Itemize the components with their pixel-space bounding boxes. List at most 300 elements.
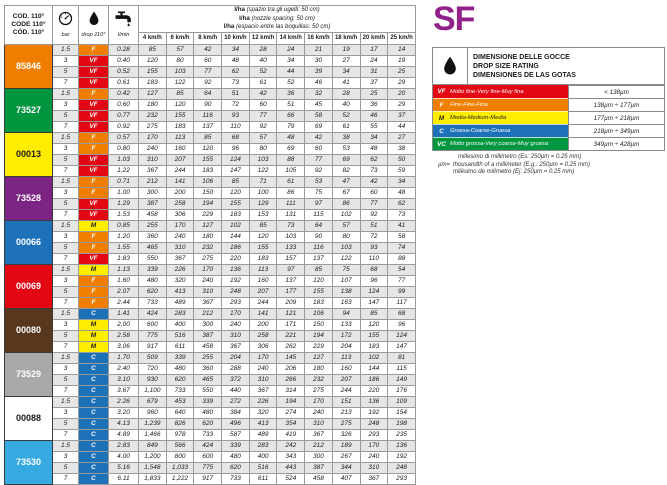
table-row [5, 198, 416, 209]
drop-rating-cell: C [79, 451, 109, 462]
lmin-cell: 1.00 [109, 187, 139, 198]
lha-value-cell: 183 [166, 121, 194, 132]
lha-value-cell: 275 [305, 385, 333, 396]
lha-value-cell: 733 [222, 473, 250, 484]
speed-col-header: 14 km/h [277, 32, 305, 44]
table-row [5, 242, 416, 253]
lha-value-cell: 339 [166, 352, 194, 363]
lha-value-cell: 413 [249, 418, 277, 429]
drop-rating-cell: VF [79, 154, 109, 165]
lha-value-cell: 171 [277, 319, 305, 330]
lmin-cell: 1.22 [109, 165, 139, 176]
pressure-bar-cell: 5 [53, 330, 79, 341]
drop-rating-cell: M [79, 330, 109, 341]
micron-prefix: µm= [438, 162, 450, 168]
lha-value-cell: 147 [360, 297, 388, 308]
lha-value-cell: 620 [222, 462, 250, 473]
drop-rating-cell: M [79, 319, 109, 330]
lha-value-cell: 147 [222, 165, 250, 176]
lha-value-cell: 1,548 [139, 462, 167, 473]
drop-rating-cell: F [79, 176, 109, 187]
speed-col-header: 18 km/h [332, 32, 360, 44]
pressure-bar-cell: 1.5 [53, 88, 79, 99]
lmin-cell: 4.13 [109, 418, 139, 429]
table-row [5, 66, 416, 77]
lha-value-cell: 51 [360, 220, 388, 231]
lha-value-cell: 136 [360, 396, 388, 407]
table-row [5, 297, 416, 308]
lha-value-cell: 733 [166, 385, 194, 396]
drop-rating-cell: F [79, 187, 109, 198]
lha-header-line: l/ha (espacio entre las boquillas: 50 cm) [139, 23, 415, 32]
pressure-bar-cell: 3 [53, 407, 79, 418]
lha-value-cell: 73 [277, 220, 305, 231]
lha-value-cell: 58 [305, 110, 333, 121]
lha-value-cell: 121 [277, 308, 305, 319]
lha-value-cell: 206 [277, 363, 305, 374]
drop-size-legend [432, 47, 665, 151]
pressure-bar-cell: 7 [53, 473, 79, 484]
lha-value-cell: 111 [277, 198, 305, 209]
legend-title-line: DROP SIZE RATING [473, 62, 576, 71]
lmin-cell: 1.13 [109, 264, 139, 275]
lmin-cell: 1.60 [109, 275, 139, 286]
pressure-bar-cell: 3 [53, 231, 79, 242]
lha-value-cell: 38 [332, 132, 360, 143]
lha-value-cell: 62 [222, 66, 250, 77]
lha-value-cell: 367 [305, 429, 333, 440]
lha-value-cell: 25 [360, 88, 388, 99]
pressure-bar-cell: 7 [53, 297, 79, 308]
lha-value-cell: 275 [332, 418, 360, 429]
lha-value-cell: 54 [388, 264, 416, 275]
table-row [5, 385, 416, 396]
lha-value-cell: 57 [166, 44, 194, 55]
lha-value-cell: 93 [222, 110, 250, 121]
lha-value-cell: 524 [277, 473, 305, 484]
lha-value-cell: 59 [388, 165, 416, 176]
lha-value-cell: 800 [166, 451, 194, 462]
drop-rating-cell: C [79, 385, 109, 396]
lmin-cell: 4.89 [109, 429, 139, 440]
lha-value-cell: 240 [194, 275, 222, 286]
lmin-cell: 2.07 [109, 286, 139, 297]
drop-rating-cell: C [79, 396, 109, 407]
code-header-line: CODE 110° [5, 21, 52, 29]
lha-value-cell: 107 [332, 275, 360, 286]
lha-value-cell: 116 [305, 242, 333, 253]
lha-value-cell: 204 [222, 352, 250, 363]
pressure-bar-cell: 1.5 [53, 176, 79, 187]
lha-value-cell: 600 [139, 319, 167, 330]
lha-value-cell: 72 [222, 99, 250, 110]
legend-label: Molto grossa-Very coarse-Muy gruesa [450, 141, 548, 147]
pressure-bar-cell: 7 [53, 253, 79, 264]
lha-value-cell: 826 [166, 418, 194, 429]
lha-value-cell: 198 [388, 418, 416, 429]
lha-value-cell: 137 [277, 275, 305, 286]
lha-value-cell: 413 [166, 286, 194, 297]
pressure-bar-cell: 7 [53, 165, 79, 176]
lha-value-cell: 283 [249, 440, 277, 451]
lha-value-cell: 32 [305, 88, 333, 99]
drop-rating-cell: C [79, 462, 109, 473]
lha-value-cell: 52 [277, 77, 305, 88]
lmin-cell: 0.77 [109, 110, 139, 121]
drop-rating-cell: F [79, 132, 109, 143]
lha-value-cell: 85 [249, 220, 277, 231]
lha-value-cell: 57 [332, 220, 360, 231]
lha-value-cell: 68 [388, 308, 416, 319]
lha-value-cell: 465 [139, 242, 167, 253]
lha-value-cell: 85 [139, 44, 167, 55]
lha-value-cell: 85 [222, 176, 250, 187]
lha-value-cell: 258 [249, 330, 277, 341]
legend-title-line: DIMENSIONE DELLE GOCCE [473, 53, 576, 62]
lha-value-cell: 440 [222, 385, 250, 396]
lha-value-cell: 272 [222, 396, 250, 407]
lha-value-cell: 372 [222, 374, 250, 385]
table-row [5, 341, 416, 352]
lha-value-cell: 240 [222, 319, 250, 330]
lha-value-cell: 183 [194, 165, 222, 176]
footnote-line: millesimo di millimetro (Es: 250µm = 0.25 mm) [453, 154, 590, 162]
lha-value-cell: 1,033 [166, 462, 194, 473]
legend-range: 177µm ÷ 218µm [568, 111, 664, 124]
lha-value-cell: 48 [388, 187, 416, 198]
legend-label: Molto fine-Very fine-Muy fina [450, 89, 524, 95]
lha-value-cell: 367 [194, 297, 222, 308]
lha-value-cell: 326 [332, 429, 360, 440]
lha-value-cell: 144 [222, 231, 250, 242]
pressure-bar-cell: 5 [53, 110, 79, 121]
lha-value-cell: 27 [332, 55, 360, 66]
lha-value-cell: 34 [388, 176, 416, 187]
lha-value-cell: 1,833 [139, 473, 167, 484]
drop-rating-cell: C [79, 363, 109, 374]
lha-value-cell: 122 [249, 165, 277, 176]
lha-value-cell: 611 [249, 473, 277, 484]
pressure-bar-cell: 5 [53, 286, 79, 297]
lha-value-cell: 183 [222, 209, 250, 220]
lha-value-cell: 68 [222, 132, 250, 143]
lmin-cell: 0.61 [109, 77, 139, 88]
legend-row [433, 111, 664, 124]
table-row [5, 429, 416, 440]
table-row [5, 396, 416, 407]
drop-rating-cell: F [79, 242, 109, 253]
lha-value-cell: 69 [277, 143, 305, 154]
lha-value-cell: 360 [139, 231, 167, 242]
legend-row [433, 85, 664, 98]
lha-value-cell: 733 [194, 429, 222, 440]
lha-value-cell: 978 [166, 429, 194, 440]
drop-rating-cell: C [79, 407, 109, 418]
lha-value-cell: 155 [249, 242, 277, 253]
lha-value-cell: 69 [305, 121, 333, 132]
pressure-bar-cell: 5 [53, 418, 79, 429]
lha-value-cell: 141 [249, 308, 277, 319]
lha-value-cell: 458 [194, 341, 222, 352]
lha-value-cell: 61 [249, 77, 277, 88]
lha-value-cell: 489 [249, 429, 277, 440]
lha-value-cell: 133 [332, 319, 360, 330]
lha-value-cell: 37 [388, 110, 416, 121]
lha-value-cell: 102 [332, 209, 360, 220]
lha-value-cell: 153 [249, 209, 277, 220]
lha-value-cell: 240 [139, 143, 167, 154]
legend-color-band [433, 137, 568, 150]
lmin-cell: 4.00 [109, 451, 139, 462]
lha-value-cell: 367 [222, 341, 250, 352]
lha-value-cell: 186 [360, 374, 388, 385]
lha-value-cell: 240 [305, 407, 333, 418]
drop-column-header [79, 6, 109, 45]
lha-value-cell: 235 [388, 429, 416, 440]
lha-value-cell: 550 [194, 385, 222, 396]
lha-value-cell: 96 [222, 143, 250, 154]
lha-value-cell: 30 [305, 55, 333, 66]
lmin-cell: 0.85 [109, 220, 139, 231]
lha-value-cell: 367 [249, 385, 277, 396]
bar-unit-label: bar [61, 32, 69, 38]
lha-value-cell: 400 [166, 319, 194, 330]
table-row [5, 253, 416, 264]
lha-value-cell: 151 [332, 396, 360, 407]
lha-value-cell: 124 [388, 330, 416, 341]
lha-value-cell: 266 [277, 374, 305, 385]
lha-value-cell: 465 [194, 374, 222, 385]
drop-rating-cell: VF [79, 110, 109, 121]
table-row [5, 44, 416, 55]
lha-value-cell: 72 [360, 231, 388, 242]
lha-value-cell: 204 [332, 341, 360, 352]
lha-value-cell: 113 [249, 264, 277, 275]
lha-value-cell: 40 [332, 99, 360, 110]
lha-value-cell: 242 [277, 440, 305, 451]
lha-value-cell: 120 [360, 319, 388, 330]
legend-range: < 138µm [568, 85, 664, 98]
pressure-bar-cell: 3 [53, 187, 79, 198]
lha-value-cell: 177 [277, 286, 305, 297]
pressure-bar-cell: 1.5 [53, 132, 79, 143]
drop-rating-cell: VF [79, 209, 109, 220]
lha-value-cell: 85 [166, 88, 194, 99]
lha-value-cell: 115 [388, 363, 416, 374]
lha-value-cell: 212 [139, 176, 167, 187]
drop-rating-cell: C [79, 429, 109, 440]
lha-value-cell: 189 [332, 440, 360, 451]
flow-rate-table [4, 5, 416, 485]
lha-value-cell: 154 [388, 407, 416, 418]
lha-value-cell: 116 [194, 110, 222, 121]
lha-value-cell: 339 [194, 396, 222, 407]
drop-rating-cell: F [79, 88, 109, 99]
lha-value-cell: 27 [388, 132, 416, 143]
lha-value-cell: 68 [360, 264, 388, 275]
lha-value-cell: 133 [277, 242, 305, 253]
lha-value-cell: 155 [139, 66, 167, 77]
lha-value-cell: 92 [360, 209, 388, 220]
lha-value-cell: 124 [360, 286, 388, 297]
lha-value-cell: 566 [166, 440, 194, 451]
lha-value-cell: 82 [332, 165, 360, 176]
lmin-unit-label: l/min [118, 32, 130, 38]
lmin-cell: 0.52 [109, 66, 139, 77]
lha-value-cell: 300 [305, 451, 333, 462]
drop-rating-cell: C [79, 440, 109, 451]
lha-value-cell: 186 [222, 242, 250, 253]
lha-value-cell: 90 [305, 231, 333, 242]
lha-value-cell: 53 [332, 143, 360, 154]
lha-value-cell: 232 [139, 110, 167, 121]
lha-value-cell: 620 [166, 374, 194, 385]
lmin-cell: 0.71 [109, 176, 139, 187]
lmin-cell: 1.03 [109, 154, 139, 165]
lha-value-cell: 310 [305, 418, 333, 429]
nozzle-code-cell: 00080 [5, 308, 53, 352]
lha-header-line: l/ha (nozzle spacing: 50 cm) [139, 15, 415, 24]
lha-value-cell: 137 [194, 121, 222, 132]
lha-value-cell: 160 [332, 363, 360, 374]
legend-range: 138µm ÷ 177µm [568, 98, 664, 111]
lha-value-cell: 144 [360, 363, 388, 374]
pressure-bar-cell: 3 [53, 99, 79, 110]
lmin-cell: 2.83 [109, 440, 139, 451]
lha-value-cell: 310 [166, 242, 194, 253]
legend-row [433, 137, 664, 150]
pressure-bar-cell: 7 [53, 77, 79, 88]
lha-value-cell: 36 [277, 88, 305, 99]
lha-value-cell: 38 [388, 143, 416, 154]
lha-value-cell: 293 [222, 297, 250, 308]
code-header-line: COD. 110° [5, 13, 52, 21]
lha-value-cell: 443 [277, 462, 305, 473]
lha-value-cell: 75 [305, 187, 333, 198]
lha-value-cell: 14 [388, 44, 416, 55]
lha-value-cell: 213 [332, 407, 360, 418]
nozzle-code-cell: 73528 [5, 176, 53, 220]
lha-value-cell: 384 [222, 407, 250, 418]
pressure-bar-cell: 7 [53, 429, 79, 440]
legend-key: M [433, 115, 450, 122]
nozzle-code-cell: 00088 [5, 396, 53, 440]
micron-footnote [438, 154, 590, 177]
lmin-cell: 1.29 [109, 198, 139, 209]
lha-value-cell: 75 [332, 264, 360, 275]
table-row [5, 99, 416, 110]
lmin-cell: 3.10 [109, 374, 139, 385]
lha-header [139, 6, 416, 33]
lha-value-cell: 77 [360, 198, 388, 209]
legend-color-band [433, 98, 568, 111]
lha-value-cell: 34 [277, 55, 305, 66]
lha-value-cell: 620 [139, 286, 167, 297]
lmin-cell: 0.42 [109, 88, 139, 99]
drop-rating-cell: F [79, 297, 109, 308]
lha-value-cell: 74 [388, 242, 416, 253]
lha-value-cell: 61 [277, 176, 305, 187]
legend-range: 349µm ÷ 428µm [568, 137, 664, 150]
lha-value-cell: 733 [139, 297, 167, 308]
lha-value-cell: 77 [388, 275, 416, 286]
lha-value-cell: 248 [360, 418, 388, 429]
lha-value-cell: 387 [194, 330, 222, 341]
lmin-cell: 5.16 [109, 462, 139, 473]
drop-rating-cell: F [79, 44, 109, 55]
footnote-line: milésimo de milímetro (Ej: 250µm = 0.25 mm) [453, 169, 590, 177]
pressure-bar-cell: 1.5 [53, 440, 79, 451]
lha-value-cell: 122 [332, 253, 360, 264]
lha-value-cell: 48 [277, 132, 305, 143]
lha-value-cell: 45 [305, 99, 333, 110]
lha-value-cell: 180 [139, 99, 167, 110]
lha-value-cell: 489 [166, 297, 194, 308]
lha-value-cell: 516 [166, 330, 194, 341]
lha-value-cell: 310 [249, 374, 277, 385]
faucet-icon [114, 11, 133, 31]
lha-value-cell: 192 [222, 275, 250, 286]
legend-header [433, 48, 664, 85]
pressure-bar-cell: 1.5 [53, 264, 79, 275]
lha-value-cell: 120 [305, 275, 333, 286]
lmin-cell: 3.20 [109, 407, 139, 418]
lha-value-cell: 24 [277, 44, 305, 55]
drop-rating-cell: F [79, 143, 109, 154]
lha-value-cell: 262 [277, 341, 305, 352]
lha-value-cell: 170 [194, 264, 222, 275]
lmin-cell: 0.28 [109, 44, 139, 55]
lha-value-cell: 160 [166, 143, 194, 154]
legend-row [433, 124, 664, 137]
lha-value-cell: 170 [139, 132, 167, 143]
speed-col-header: 10 km/h [222, 32, 250, 44]
lha-value-cell: 339 [139, 264, 167, 275]
lha-value-cell: 85 [305, 264, 333, 275]
table-row [5, 352, 416, 363]
lha-value-cell: 73 [388, 209, 416, 220]
lha-value-cell: 306 [249, 341, 277, 352]
lha-value-cell: 55 [360, 121, 388, 132]
lha-value-cell: 480 [222, 451, 250, 462]
nozzle-code-cell: 73529 [5, 352, 53, 396]
lha-value-cell: 917 [139, 341, 167, 352]
lha-value-cell: 44 [388, 121, 416, 132]
lha-value-cell: 240 [249, 363, 277, 374]
drop-rating-cell: VF [79, 253, 109, 264]
lha-value-cell: 51 [277, 99, 305, 110]
drop-rating-cell: M [79, 341, 109, 352]
nozzle-code-cell: 73530 [5, 440, 53, 484]
lha-value-cell: 127 [139, 88, 167, 99]
lha-value-cell: 120 [194, 143, 222, 154]
drop-unit-label: drop 110° [82, 32, 106, 38]
lha-value-cell: 42 [249, 88, 277, 99]
lha-value-cell: 679 [139, 396, 167, 407]
legend-label: Grossa-Coarse-Gruesa [450, 128, 510, 134]
lmin-cell: 0.57 [109, 132, 139, 143]
lha-value-cell: 1,466 [139, 429, 167, 440]
lha-value-cell: 160 [249, 275, 277, 286]
lha-value-cell: 339 [222, 440, 250, 451]
drop-rating-cell: C [79, 374, 109, 385]
lha-value-cell: 244 [332, 385, 360, 396]
pressure-bar-cell: 3 [53, 319, 79, 330]
legend-title-line: DIMENSIONES DE LAS GOTAS [473, 71, 576, 80]
lha-value-cell: 367 [166, 253, 194, 264]
lha-value-cell: 80 [249, 143, 277, 154]
lha-value-cell: 127 [194, 220, 222, 231]
